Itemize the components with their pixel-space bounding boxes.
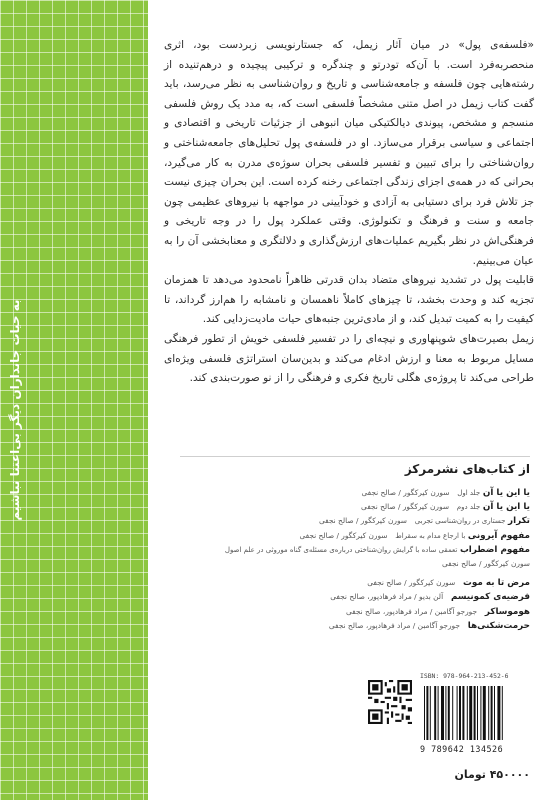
book-item xyxy=(200,529,530,543)
book-authors: سورن کیرکگور / صالح نجفی xyxy=(299,530,388,540)
book-authors: سورن کیرکگور / صالح نجفی xyxy=(442,559,530,569)
book-list xyxy=(200,486,530,633)
book-item xyxy=(200,543,530,557)
book-item xyxy=(200,500,530,514)
book-title: مفهوم اضطراب xyxy=(459,544,530,555)
blurb-paragraph: قابلیت پول در تشدید نیروهای متضاد بدان قدرتی ظاهراً نامحدود می‌دهد تا همزمان تجزیه کند و وحدت بخشد، تا چیزهای کاملاً ناهمسان و نامشابه را هم‌ارز گرداند، تا کیفیت را به کمیت تبدیل کند، و از مادی‌ترین جنبه‌های حیات مادیت‌زدایی کند. xyxy=(164,274,534,326)
book-item xyxy=(200,619,530,633)
book-title: یا این یا آن xyxy=(482,488,530,498)
book-spine-panel xyxy=(0,0,148,800)
book-item xyxy=(200,576,530,590)
book-item xyxy=(200,605,530,619)
book-subtitle: با ارجاع مدام به سقراط xyxy=(395,531,466,540)
books-heading: از کتاب‌های نشرمرکز xyxy=(404,462,530,476)
isbn-text: ISBN: 978-964-213-452-6 xyxy=(420,672,509,680)
book-title: مرض تا به موت xyxy=(463,578,530,589)
book-authors: سورن کیرکگور / صالح نجفی xyxy=(361,502,450,512)
barcode-icon xyxy=(420,684,530,742)
blurb-paragraph: زیمل بصیرت‌های شوپنهاوری و نیچه‌ای را در تفسیر فلسفی خویش از تطور فرهنگی مسایل مربوط به معنا و ارزش ادغام می‌کند و بدین‌سان استراتژی فلسفی ویژه‌ای طراحی می‌کند تا پروژه‌ی هگلی تاریخ فکری و فرهنگی را از نو صورت‌بندی کند. xyxy=(164,332,534,385)
book-subtitle: جلد دوم xyxy=(456,503,481,512)
book-subtitle: جستاری در روان‌شناسی تجربی xyxy=(414,517,506,526)
book-title: فرضیه‌ی کمونیسم xyxy=(450,592,530,603)
qr-code-icon xyxy=(368,680,412,724)
book-title: حرمت‌شکنی‌ها xyxy=(467,620,530,631)
book-authors: آلن بدیو / مراد فرهادپور، صالح نجفی xyxy=(330,592,444,602)
book-authors: جورجو آگامبن / مراد فرهادپور، صالح نجفی xyxy=(345,606,478,616)
spine-tagline: به حیات جانداران دیگر بی‌اعتنا نباشیم xyxy=(8,299,22,521)
book-title: تکرار xyxy=(508,516,530,527)
blurb-paragraph: «فلسفه‌ی پول» در میان آثار زیمل، که جستارنویسی زبردست بود، اثری منحصربه‌فرد است. با آن‌که تودرتو و چندگره و ترکیبی پیچیده و درهم‌تنیده از رشته‌هایی چون فلسفه و جامعه‌شناسی و تاریخ و روان‌شناسی به نظر می‌رسد، باید گفت کتاب زیمل در اصل متنی مشخصاً فلسفی است که، به مدد یک روش فلسفی منسجم و مشخص، پیوندی دیالکتیکی میان انبوهی از جزئیات تاریخی و اقتصادی و اجتماعی و سیاسی برقرار می‌سازد. او در فلسفه‌ی پول تحلیل‌های جامعه‌شناختی و روان‌شناختی را برای تبیین و تفسیر فلسفی بحران سوژه‌ی مدرن به کار می‌گیرد، بحرانی که در همه‌ی اجزای زندگی اجتماعی رخنه کرده است. این بحران چیزی نیست جز تلاش فرد برای دستیابی به آزادی و خودآیینی در مواجهه با نیروهای عظیمی چون جامعه و سنت و فرهنگ و تکنولوژی. وقتی عملکرد پول را در وجه تاریخی و فرهنگی‌اش در نظر بگیریم عملیات‌های ارزش‌گذاری و دلالتگری و معنابخشی آن را به عیان می‌بینیم. xyxy=(164,39,534,267)
book-item xyxy=(200,590,530,604)
book-title: مفهوم آیرونی xyxy=(467,530,530,541)
book-item xyxy=(200,514,530,528)
book-authors: جورجو آگامبن / مراد فرهادپور، صالح نجفی xyxy=(328,620,460,630)
book-item-authors-line xyxy=(200,557,530,570)
price-label: ۴۵۰۰۰۰ تومان xyxy=(454,768,530,781)
book-subtitle: جلد اول xyxy=(457,489,481,497)
book-title: یا این یا آن xyxy=(482,502,530,513)
book-authors: سورن کیرکگور / صالح نجفی xyxy=(367,578,456,588)
blurb-text xyxy=(164,36,534,389)
book-item xyxy=(200,486,530,500)
book-title: هوموساکر xyxy=(484,606,530,617)
book-authors: سورن کیرکگور / صالح نجفی xyxy=(318,516,407,526)
book-subtitle: تعمقی ساده با گرایش روان‌شناختی درباره‌ی مسئله‌ی گناه موروثی در علم اصول xyxy=(224,545,458,554)
barcode-digits: 9 789642 134526 xyxy=(420,744,504,754)
book-authors: سورن کیرکگور / صالح نجفی xyxy=(361,488,450,497)
section-divider xyxy=(180,456,530,457)
